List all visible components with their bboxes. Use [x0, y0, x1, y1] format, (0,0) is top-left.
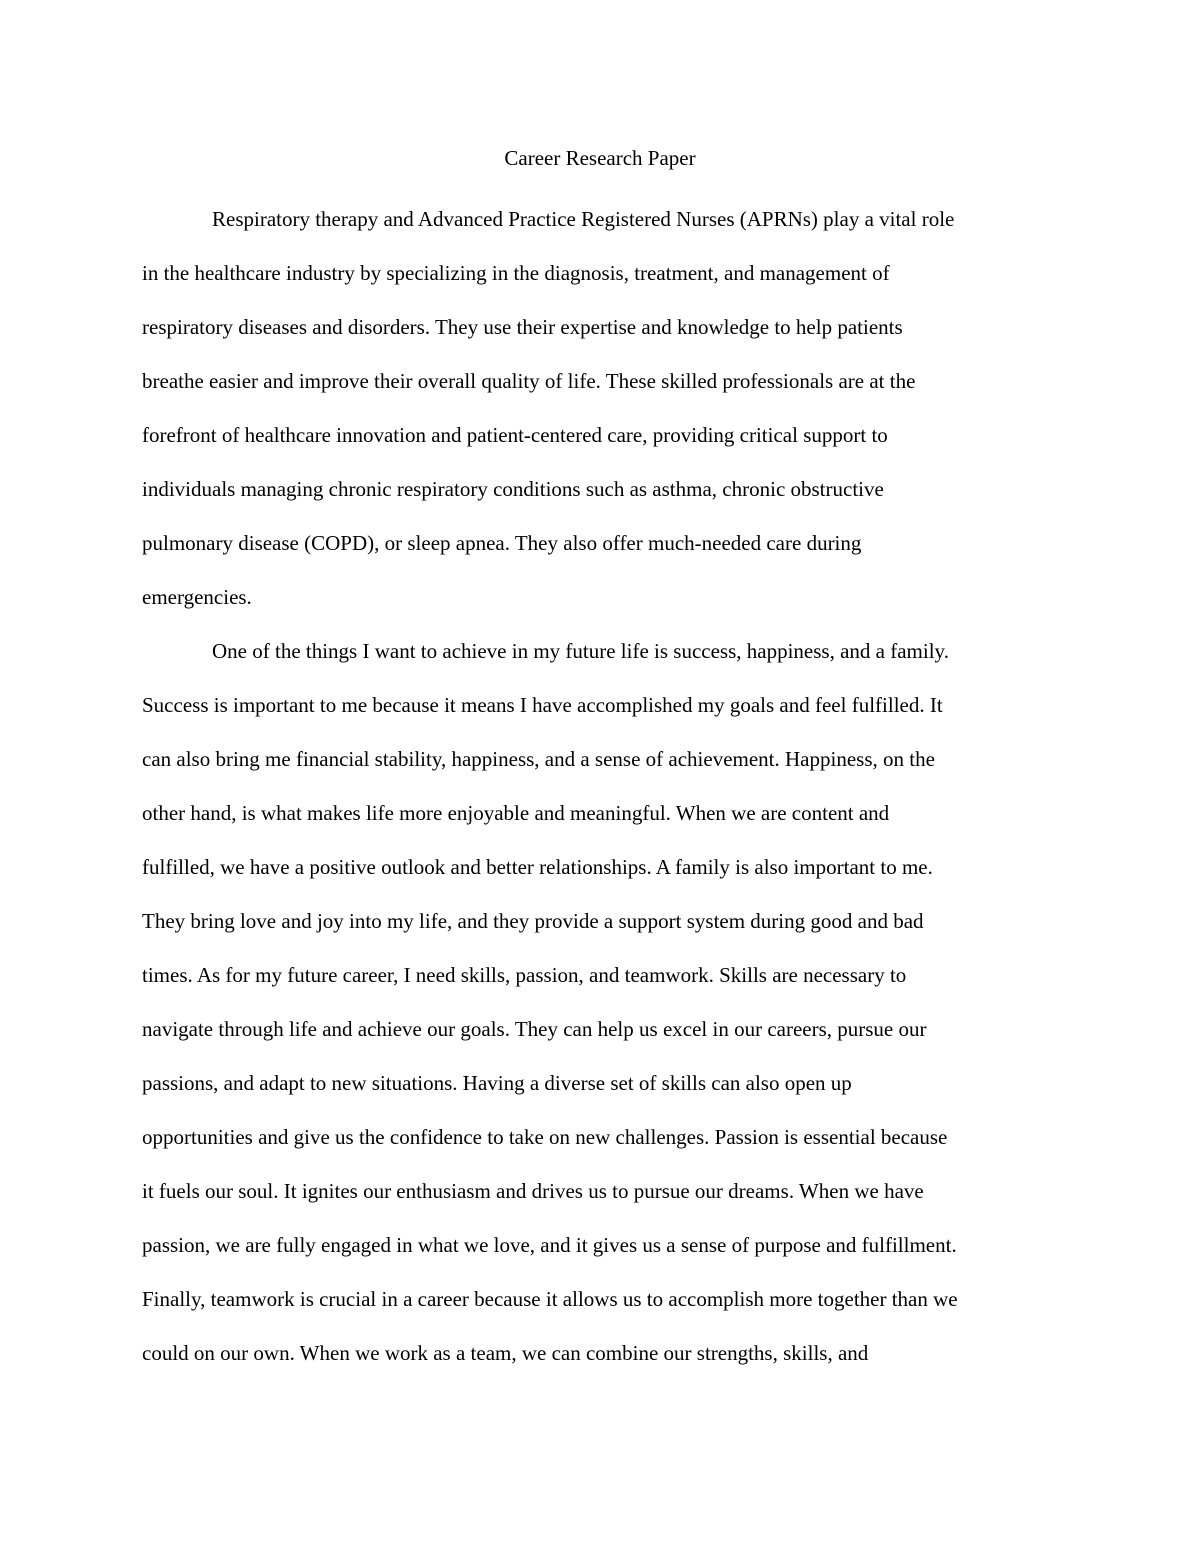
paragraph-line: can also bring me financial stability, happiness, and a sense of achievement. Happiness, on the — [142, 747, 935, 771]
paragraph-line: fulfilled, we have a positive outlook and better relationships. A family is also important to me. — [142, 855, 933, 879]
paragraph-line: in the healthcare industry by specializing in the diagnosis, treatment, and management of — [142, 261, 890, 285]
paragraph-line: Finally, teamwork is crucial in a career because it allows us to accomplish more together than we — [142, 1287, 958, 1311]
paragraph-line: One of the things I want to achieve in my future life is success, happiness, and a family. — [212, 639, 949, 663]
paragraph-line: Respiratory therapy and Advanced Practice Registered Nurses (APRNs) play a vital role — [212, 207, 955, 231]
paragraph-line: opportunities and give us the confidence to take on new challenges. Passion is essential because — [142, 1125, 948, 1149]
paragraph-line: individuals managing chronic respiratory conditions such as asthma, chronic obstructive — [142, 477, 884, 501]
paragraph-line: navigate through life and achieve our goals. They can help us excel in our careers, pursue our — [142, 1017, 927, 1041]
paragraph-line: pulmonary disease (COPD), or sleep apnea. They also offer much-needed care during — [142, 531, 862, 555]
paragraph-line: Success is important to me because it means I have accomplished my goals and feel fulfilled. It — [142, 693, 943, 717]
paragraph-line: other hand, is what makes life more enjoyable and meaningful. When we are content and — [142, 801, 890, 825]
paragraph-line: They bring love and joy into my life, and they provide a support system during good and bad — [142, 909, 924, 933]
paragraph-line: passion, we are fully engaged in what we love, and it gives us a sense of purpose and fulfillment. — [142, 1233, 957, 1257]
paragraph-line: respiratory diseases and disorders. They use their expertise and knowledge to help patients — [142, 315, 903, 339]
paragraph-line: it fuels our soul. It ignites our enthusiasm and drives us to pursue our dreams. When we have — [142, 1179, 924, 1203]
paragraph-line: emergencies. — [142, 585, 252, 609]
paragraph-line: breathe easier and improve their overall quality of life. These skilled professionals are at the — [142, 369, 916, 393]
page-title: Career Research Paper — [504, 146, 696, 170]
paragraph-line: could on our own. When we work as a team, we can combine our strengths, skills, and — [142, 1341, 869, 1365]
paragraph-line: forefront of healthcare innovation and patient-centered care, providing critical support to — [142, 423, 888, 447]
paragraph-line: passions, and adapt to new situations. Having a diverse set of skills can also open up — [142, 1071, 852, 1095]
paragraph-line: times. As for my future career, I need skills, passion, and teamwork. Skills are necessary to — [142, 963, 907, 987]
